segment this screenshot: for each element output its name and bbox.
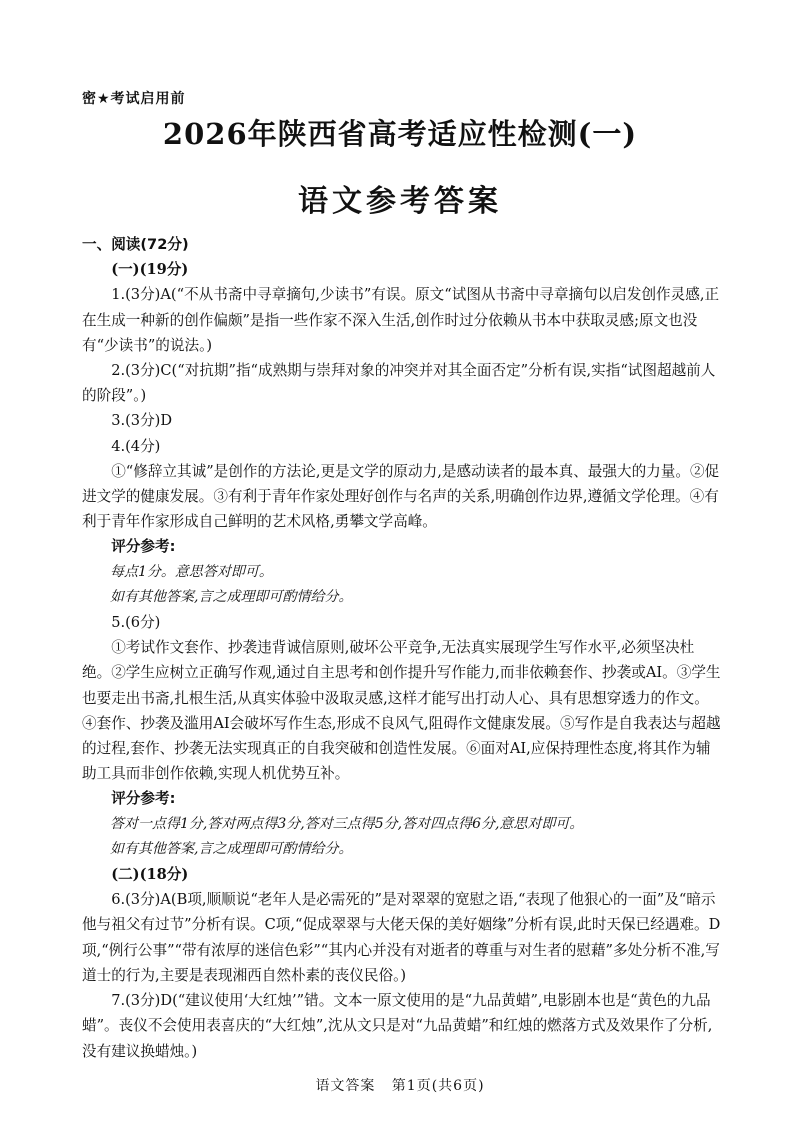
rubric-q5-line-2: 如有其他答案,言之成理即可酌情给分。 — [110, 840, 353, 857]
footer-page-number: 第1页(共6页) — [391, 1078, 485, 1094]
rubric-heading-q5: 评分参考: — [111, 790, 176, 808]
secret-label: 密★考试启用前 — [82, 91, 186, 107]
rubric-q4-line-1: 每点1分。意思答对即可。 — [110, 563, 273, 580]
answer-q4: ①“修辞立其诚”是创作的方法论,更是文学的原动力,是感动读者的最本真、最强大的力量。②促进文学的健康发展。③有利于青年作家处理好创作与名声的关系,明确创作边界,遵循文学伦理。④有利于青年作家形成自己鲜明的艺术风格,勇攀文学高峰。 — [82, 462, 720, 531]
page-footer — [0, 1075, 800, 1095]
answer-q6: 6.(3分)A(B项,顺顺说“老年人是必需死的”是对翠翠的宽慰之语,“表现了他狠心的一面”及“暗示他与祖父有过节”分析有误。C项,“促成翠翠与大佬天保的美好姻缘”分析有误,此时天保已经遇难。D项,“例行公事”“带有浓厚的迷信色彩”“其内心并没有对逝者的尊重与对生者的慰藉”多处分析不准,写道士的行为,主要是表现湘西自然朴素的丧仪民俗。) — [82, 891, 721, 984]
rubric-q5-line-1: 答对一点得1分,答对两点得3分,答对三点得5分,答对四点得6分,意思对即可。 — [110, 815, 584, 832]
rubric-heading-q4: 评分参考: — [111, 538, 176, 556]
answer-q5: ①考试作文套作、抄袭违背诚信原则,破坏公平竞争,无法真实展现学生写作水平,必须坚决杜绝。②学生应树立正确写作观,通过自主思考和创作提升写作能力,而非依赖套作、抄袭或AI。③学生也要走出书斋,扎根生活,从真实体验中汲取灵感,这样才能写出打动人心、具有思想穿透力的作文。④套作、抄袭及滥用AI会破坏写作生态,形成不良风气,阻碍作文健康发展。⑤写作是自我表达与超越的过程,套作、抄袭无法实现真正的自我突破和创造性发展。⑥面对AI,应保持理性态度,将其作为辅助工具而非创作依赖,实现人机优势互补。 — [82, 639, 721, 783]
section-heading-reading: 一、阅读(72分) — [82, 236, 189, 253]
rubric-q4-line-2: 如有其他答案,言之成理即可酌情给分。 — [110, 588, 353, 605]
answer-body — [82, 232, 722, 1064]
answer-q2: 2.(3分)C(“对抗期”指“成熟期与崇拜对象的冲突并对其全面否定”分析有误,实指“试图超越前人的阶段”。) — [82, 362, 716, 405]
question-heading-q5: 5.(6分) — [111, 614, 161, 632]
answer-q7: 7.(3分)D(“建议使用‘大红烛’”错。文本一原文使用的是“九品黄蜡”,电影剧本也是“黄色的九品蜡”。丧仪不会使用表喜庆的“大红烛”,沈从文只是对“九品黄蜡”和红烛的燃落方式及效果作了分析,没有建议换蜡烛。) — [82, 992, 713, 1060]
part-heading-2: (二)(18分) — [111, 866, 189, 884]
footer-subject: 语文答案 — [315, 1078, 376, 1094]
document-subtitle: 语文参考答案 — [298, 184, 502, 219]
answer-q1: 1.(3分)A(“不从书斋中寻章摘句,少读书”有误。原文“试图从书斋中寻章摘句以启发创作灵感,正在生成一种新的创作偏颇”是指一些作家不深入生活,创作时过分依赖从书本中获取灵感;原文也没有“少读书”的说法。) — [82, 286, 720, 354]
part-heading-1: (一)(19分) — [111, 261, 189, 279]
document-title: 2026年陕西省高考适应性检测(一) — [162, 117, 638, 151]
question-heading-q4: 4.(4分) — [111, 437, 161, 455]
answer-q3: 3.(3分)D — [111, 412, 173, 430]
